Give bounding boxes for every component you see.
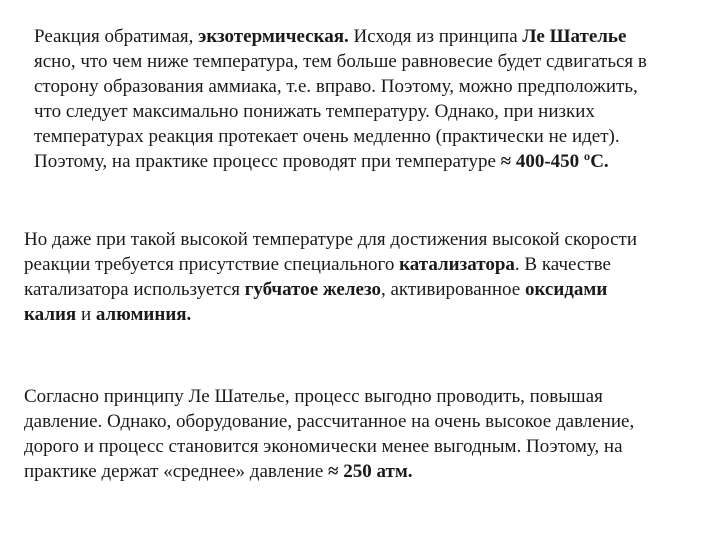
text-line: давление. Однако, оборудование, рассчитанное на очень высокое давление, <box>24 411 635 432</box>
text-line: практике держат «среднее» давление ≈ 250 атм. <box>24 461 413 482</box>
bold-term: катализатора <box>399 254 515 275</box>
text-line: калия и алюминия. <box>24 304 192 325</box>
bold-term: экзотермическая. <box>198 26 349 47</box>
text-line: Реакция обратимая, экзотермическая. Исходя из принципа Ле Шателье <box>34 26 627 47</box>
pressure-value: ≈ 250 атм. <box>328 461 413 482</box>
bold-term: алюминия. <box>95 304 192 325</box>
bold-term: губчатое железо <box>244 279 381 300</box>
paragraph-reaction-equilibrium <box>34 24 647 174</box>
paragraph-catalyst <box>24 227 637 327</box>
bold-term: оксидами <box>524 279 608 300</box>
text-line: Но даже при такой высокой температуре для достижения высокой скорости <box>24 229 638 250</box>
text-line: реакции требуется присутствие специального катализатора. В качестве <box>24 254 611 275</box>
text-line: что следует максимально понижать температуру. Однако, при низких <box>34 101 595 122</box>
text-line: Согласно принципу Ле Шателье, процесс выгодно проводить, повышая <box>24 386 603 407</box>
text-line: катализатора используется губчатое железо, активированное оксидами <box>24 279 608 300</box>
bold-term: Ле Шателье <box>522 26 627 47</box>
temperature-value: ≈ 400-450 ºС. <box>500 151 609 172</box>
text-line: Поэтому, на практике процесс проводят при температуре ≈ 400-450 ºС. <box>34 151 609 172</box>
text-line: ясно, что чем ниже температура, тем больше равновесие будет сдвигаться в <box>34 51 647 72</box>
text-line: сторону образования аммиака, т.е. вправо. Поэтому, можно предположить, <box>34 76 638 97</box>
text-line: дорого и процесс становится экономически менее выгодным. Поэтому, на <box>24 436 623 457</box>
text-line: температурах реакция протекает очень медленно (практически не идет). <box>34 126 620 147</box>
paragraph-pressure <box>24 384 634 484</box>
bold-term: калия <box>24 304 77 325</box>
